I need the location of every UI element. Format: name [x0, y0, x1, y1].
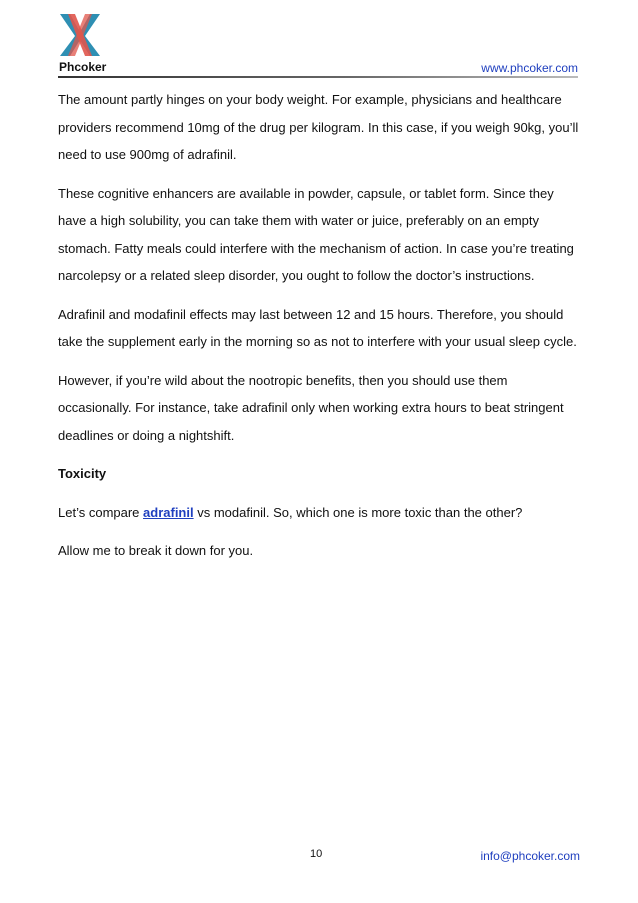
- section-heading-toxicity: Toxicity: [58, 466, 107, 481]
- page-number: 10: [310, 848, 323, 860]
- paragraph-dosage: The amount partly hinges on your body weight. For example, physicians and healthcare providers recommend 10mg of the drug per kilogram. In this case, if you weigh 90kg, you’ll need to use 900mg of adrafinil.: [58, 92, 579, 162]
- compare-text-end: vs modafinil. So, which one is more toxic than the other?: [193, 504, 523, 520]
- header-divider: [58, 76, 578, 78]
- paragraph-duration: Adrafinil and modafinil effects may last between 12 and 15 hours. Therefore, you should take the supplement early in the morning so as not to interfere with your usual sleep cycle.: [58, 306, 577, 349]
- paragraph-breakdown: Allow me to break it down for you.: [58, 543, 254, 558]
- website-link[interactable]: www.phcoker.com: [481, 61, 578, 75]
- paragraph-compare: [58, 499, 582, 527]
- phcoker-x-logo-icon: [58, 12, 102, 58]
- paragraph-usage: However, if you’re wild about the nootropic benefits, then you should use them occasionally. For instance, take adrafinil only when working extra hours to beat stringent deadlines or doing a nightshift.: [58, 372, 564, 443]
- brand-name: Phcoker: [59, 60, 107, 74]
- adrafinil-link[interactable]: adrafinil: [143, 504, 194, 520]
- paragraph-forms: These cognitive enhancers are available in powder, capsule, or tablet form. Since they have a high solubility, you can take them with water or juice, preferably on an empty stomach. Fatty meals could interfere with the mechanism of action. In case you’re treating narcolepsy or a related sleep disorder, you ought to follow the doctor’s instructions.: [58, 185, 574, 283]
- document-body: [58, 86, 582, 576]
- email-link[interactable]: info@phcoker.com: [480, 849, 580, 863]
- page-header: [58, 12, 578, 78]
- compare-text-start: Let’s compare: [58, 504, 144, 520]
